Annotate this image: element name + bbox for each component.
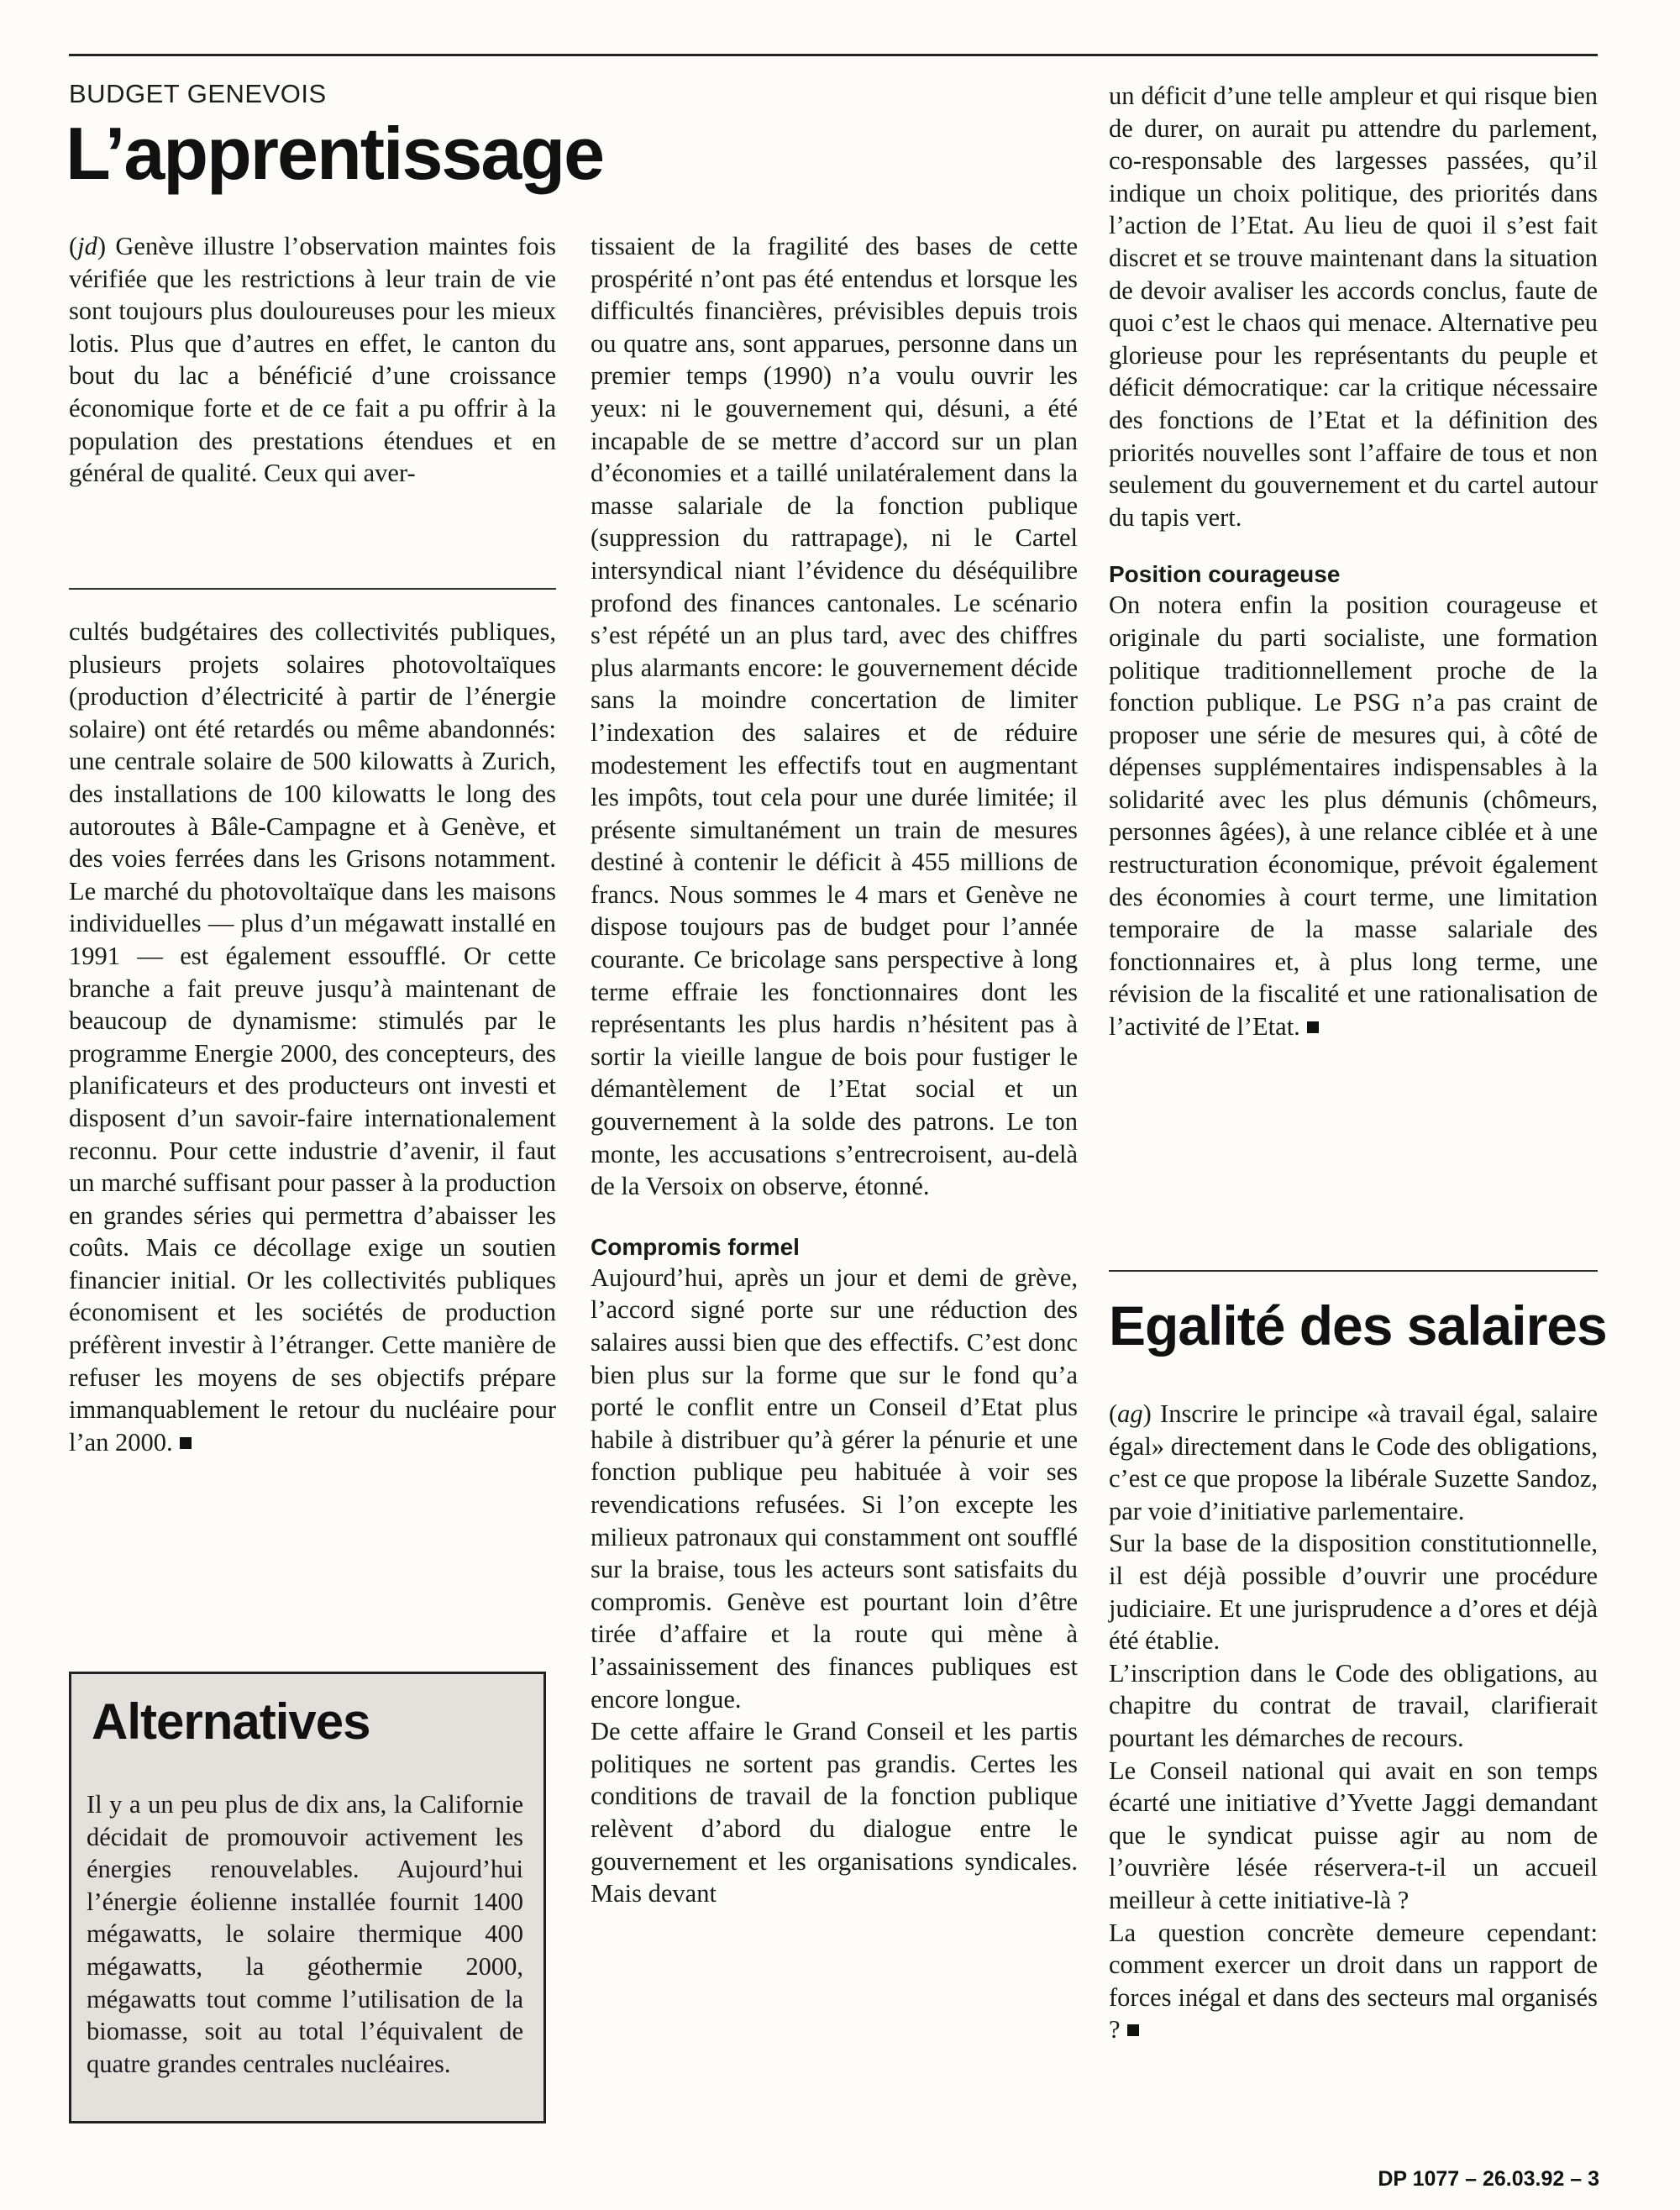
box-text: Il y a un peu plus de dix ans, la Californie décidait de promouvoir activement les énergies renouvelables. Aujourd’hui l’énergie éolienne installée fournit 1400 mégawatts, le solaire thermique 400 mégawatts, la géothermie 2000, mégawatts tout comme l’utilisation de la biomasse, soit au total l’équivalent de quatre grandes centrales nucléaires. [87,1790,523,2078]
column-3-rule [1109,1270,1598,1272]
article-title: L’apprentissage [66,112,604,195]
article2-title: Egalité des salaires [1109,1294,1607,1357]
top-rule [69,54,1598,56]
egalite-p2: Sur la base de la disposition constitutionnelle, il est déjà possible d’ouvrir une procédure judiciaire. Et une jurisprudence a d’ores et déjà été établie. [1109,1529,1598,1656]
intro-text: Genève illustre l’observation maintes fois vérifiée que les restrictions à leur train de vie sont toujours plus douloureuses pour les mieux lotis. Plus que d’autres en effet, le canton du bout du lac a bénéficié d’une croissance économique forte et de ce fait a pu offrir à la population des prestations étendues et en général de qualité. Ceux qui aver- [69,232,556,488]
box-title: Alternatives [92,1693,370,1750]
author2-initials: ag [1117,1399,1143,1428]
solar-text: cultés budgétaires des collectivités publiques, plusieurs projets solaires photovoltaïques (production d’électricité à partir de l’énergie solaire) ont été retardés ou même abandonnés: une centrale solaire de 500 kilowatts à Zurich, des installations de 100 kilowatts le long des autoroutes à Bâle-Campagne et à Genève, et des voies ferrées dans les Grisons notamment. Le marché du photovoltaïque dans les maisons individuelles — plus d’un mégawatt installé en 1991 — est également essoufflé. Or cette branche a fait preuve jusqu’à maintenant de beaucoup de dynamisme: stimulés par le programme Energie 2000, des concepteurs, des planificateurs et des producteurs ont investi et disposent d’un savoir-faire internationalement reconnu. Pour cette industrie d’avenir, il faut un marché suffisant pour passer à la production en grandes séries qui permettra d’abaisser les coûts. Mais ce décollage exige un soutien financier initial. Or les collectivités publiques économisent et les sociétés de production préfèrent investir à l’étranger. Cette manière de refuser les moyens de ses objectifs prépare immanquablement le retour du nucléaire pour l’an 2000. [69,617,556,1457]
egalite-p5 [1109,1917,1598,2046]
end-mark [180,1437,192,1449]
col2-paragraph: tissaient de la fragilité des bases de cette prospérité n’ont pas été entendus et lorsque les difficultés financières, prévisibles depuis trois ou quatre ans, sont apparues, personne dans un premier temps (1990) n’a voulu ouvrir les yeux: ni le gouvernement qui, désuni, a été incapable de se mettre d’accord sur un plan d’économies et a taillé unilatéralement dans la masse salariale de la fonction publique (suppression du rattrapage), ni le Cartel intersyndical niant l’évidence du déséquilibre profond des finances cantonales. Le scénario s’est répété un an plus tard, avec des chiffres plus alarmants encore: le gouvernement décide sans la moindre concertation de limiter l’indexation des salaires et de réduire modestement les effectifs tout en augmentant les impôts, tout cela pour une durée limitée; il présente simultanément un train de mesures destiné à contenir le déficit à 455 millions de francs. Nous sommes le 4 mars et Genève ne dispose toujours pas de budget pour l’année courante. Ce bricolage sans perspective à long terme effraie les fonctionnaires dont les représentants les plus hardis n’hésitent pas à sortir la vieille langue de bois pour fustiger le démantèlement de l’Etat social et un gouvernement à la solde des patrons. Le ton monte, les accusations s’entrecroisent, au-delà de la Versoix on observe, étonné. [591,232,1078,1201]
egalite-p1-text: Inscrire le principe «à travail égal, salaire égal» directement dans le Code des obligations, c’est ce que propose la libérale Suzette Sandoz, par voie d’initiative parlementaire. [1109,1399,1598,1525]
egalite-p1: (ag) Inscrire le principe «à travail égal, salaire égal» directement dans le Code des obligations, c’est ce que propose la libérale Suzette Sandoz, par voie d’initiative parlementaire. [1109,1399,1598,1525]
column-3 [1109,80,1598,1043]
col2-paragraph-2: Aujourd’hui, après un jour et demi de grève, l’accord signé porte sur une réduction des salaires aussi bien que des effectifs. C’est donc bien plus sur la forme que sur le fond qu’a porté le conflit entre un Conseil d’Etat plus habile à distribuer qu’à gérer la pénurie et une fonction publique peu habituée à voir ses revendications refusées. Si l’on excepte les milieux patronaux qui constamment ont soufflé sur la braise, tous les acteurs sont satisfaits du compromis. Genève est pourtant loin d’être tirée d’affaire et la route qui mène à l’assainissement des finances publiques est encore longue. [591,1262,1078,1714]
solar-paragraph [69,616,556,1458]
egalite-p4: Le Conseil national qui avait en son temps écarté une initiative d’Yvette Jaggi demandant que le syndicat puisse agir au nom de l’ouvrière lésée réservera-t-il un accueil meilleur à cette initiative-là ? [1109,1756,1598,1914]
intro-paragraph: (jd) Genève illustre l’observation maintes fois vérifiée que les restrictions à leur train de vie sont toujours plus douloureuses pour les mieux lotis. Plus que d’autres en effet, le canton du bout du lac a bénéficié d’une croissance économique forte et de ce fait a pu offrir à la population des prestations étendues et en général de qualité. Ceux qui aver- [69,232,556,488]
col3-paragraph: un déficit d’une telle ampleur et qui risque bien de durer, on aurait pu attendre du parlement, co-responsable des largesses passées, qu’il indique un choix politique, des priorités dans l’action de l’Etat. Au lieu de quoi il s’est fait discret et se trouve maintenant dans la situation de devoir avaliser les accords conclus, faute de quoi c’est le chaos qui menace. Alternative peu glorieuse pour les représentants du peuple et déficit démocratique: car la critique nécessaire des fonctions de l’Etat et la définition des priorités nouvelles sont l’affaire de tous et non seulement du gouvernement et du cartel autour du tapis vert. [1109,81,1598,532]
end-mark [1307,1021,1319,1033]
column-1-intro [69,230,556,490]
subhead-compromis: Compromis formel [591,1233,800,1260]
egalite-p5-text: La question concrète demeure cependant: comment exercer un droit dans un rapport de forces inégal et dans des secteurs mal organisés ? [1109,1918,1598,2045]
column-1-solar [69,616,556,1458]
end-mark [1127,2024,1139,2036]
alternatives-box [69,1672,546,2123]
author-initials: jd [77,232,97,260]
col2-paragraph-3: De cette affaire le Grand Conseil et les partis politiques ne sortent pas grandis. Certes les conditions de travail de la fonction publique relèvent d’abord du dialogue entre le gouvernement et les organisations syndicales. Mais devant [591,1717,1078,1908]
subhead-position: Position courageuse [1109,561,1341,588]
column-1-rule [69,588,556,590]
col3b-text: On notera enfin la position courageuse et originale du parti socialiste, une formation politique traditionnellement proche de la fonction publique. Le PSG n’a pas craint de proposer une série de mesures qui, à côté de dépenses supplémentaires indispensables à la solidarité avec les plus démunis (chômeurs, personnes âgées), à une relance ciblée et à une restructuration économique, prévoit également des économies à court terme, une limitation temporaire de la masse salariale des fonctionnaires et, à plus long terme, une révision de la fiscalité et une rationalisation de l’activité de l’Etat. [1109,591,1598,1042]
column-2 [591,230,1078,1910]
col3-paragraph-2 [1109,589,1598,1042]
kicker: BUDGET GENEVOIS [69,79,327,108]
page-footer: DP 1077 – 26.03.92 – 3 [1378,2167,1599,2191]
egalite-p3: L’inscription dans le Code des obligations, au chapitre du contrat de travail, clarifierait pourtant les démarches de recours. [1109,1658,1598,1752]
column-3-egalite [1109,1398,1598,2046]
